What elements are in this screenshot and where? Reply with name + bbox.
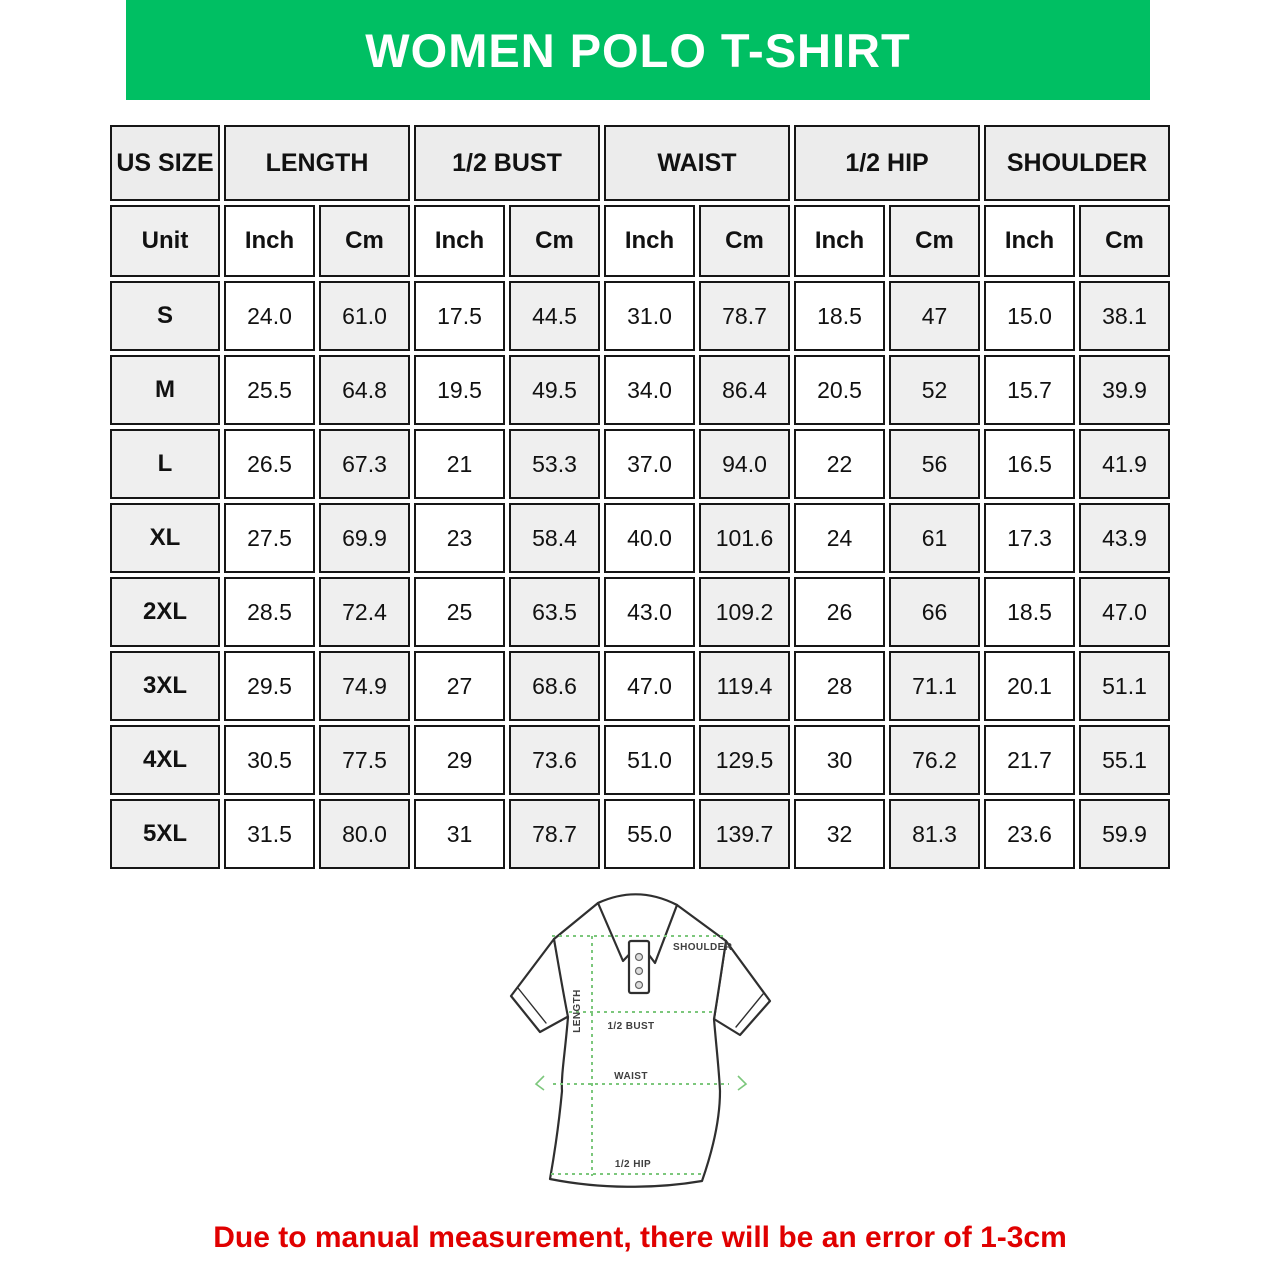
value-cell: 25 [414,577,505,647]
polo-shirt-diagram [490,879,790,1209]
button-icon [636,968,643,975]
value-cell: 18.5 [984,577,1075,647]
size-table-body [110,281,1170,869]
value-cell: 27 [414,651,505,721]
value-cell: 80.0 [319,799,410,869]
value-cell: 74.9 [319,651,410,721]
value-cell: 23.6 [984,799,1075,869]
value-cell: 26 [794,577,885,647]
value-cell: 21 [414,429,505,499]
table-row-2xl [110,577,1170,647]
value-cell: 19.5 [414,355,505,425]
value-cell: 29 [414,725,505,795]
value-cell: 18.5 [794,281,885,351]
unit-header-row [110,205,1170,277]
column-header-shoulder: SHOULDER [984,125,1170,201]
value-cell: 20.1 [984,651,1075,721]
value-cell: 52 [889,355,980,425]
value-cell: 28 [794,651,885,721]
value-cell: 29.5 [224,651,315,721]
value-cell: 72.4 [319,577,410,647]
value-cell: 30.5 [224,725,315,795]
size-cell-5xl: 5XL [110,799,220,869]
size-cell-3xl: 3XL [110,651,220,721]
value-cell: 94.0 [699,429,790,499]
table-row-m [110,355,1170,425]
size-cell-4xl: 4XL [110,725,220,795]
table-row-xl [110,503,1170,573]
value-cell: 22 [794,429,885,499]
value-cell: 51.0 [604,725,695,795]
value-cell: 59.9 [1079,799,1170,869]
waist-right-tick-icon [738,1076,746,1090]
unit-header-inch-3: Inch [414,205,505,277]
button-icon [636,954,643,961]
value-cell: 31.5 [224,799,315,869]
value-cell: 101.6 [699,503,790,573]
value-cell: 71.1 [889,651,980,721]
value-cell: 44.5 [509,281,600,351]
value-cell: 139.7 [699,799,790,869]
value-cell: 15.0 [984,281,1075,351]
column-header-1-2-bust: 1/2 BUST [414,125,600,201]
unit-header-inch-5: Inch [604,205,695,277]
value-cell: 55.1 [1079,725,1170,795]
value-cell: 24 [794,503,885,573]
size-cell-s: S [110,281,220,351]
value-cell: 47.0 [1079,577,1170,647]
size-table [106,121,1174,873]
value-cell: 40.0 [604,503,695,573]
unit-header: Unit [110,205,220,277]
value-cell: 129.5 [699,725,790,795]
value-cell: 41.9 [1079,429,1170,499]
unit-header-cm-6: Cm [699,205,790,277]
value-cell: 31 [414,799,505,869]
unit-header-cm-4: Cm [509,205,600,277]
table-row-3xl [110,651,1170,721]
value-cell: 16.5 [984,429,1075,499]
value-cell: 86.4 [699,355,790,425]
unit-header-cm-8: Cm [889,205,980,277]
table-row-s [110,281,1170,351]
waist-left-tick-icon [536,1076,544,1090]
unit-header-inch-9: Inch [984,205,1075,277]
value-cell: 58.4 [509,503,600,573]
value-cell: 61.0 [319,281,410,351]
value-cell: 30 [794,725,885,795]
unit-header-cm-10: Cm [1079,205,1170,277]
measurement-note: Due to manual measurement, there will be an error of 1-3cm [213,1221,1067,1254]
value-cell: 63.5 [509,577,600,647]
value-cell: 21.7 [984,725,1075,795]
value-cell: 34.0 [604,355,695,425]
table-row-4xl [110,725,1170,795]
value-cell: 20.5 [794,355,885,425]
column-header-waist: WAIST [604,125,790,201]
value-cell: 28.5 [224,577,315,647]
column-header-us-size: US SIZE [110,125,220,201]
value-cell: 26.5 [224,429,315,499]
size-table-head [110,125,1170,277]
length-label: LENGTH [572,989,583,1033]
value-cell: 56 [889,429,980,499]
group-header-row [110,125,1170,201]
button-icon [636,982,643,989]
waist-label: WAIST [614,1071,648,1082]
value-cell: 109.2 [699,577,790,647]
value-cell: 39.9 [1079,355,1170,425]
value-cell: 43.0 [604,577,695,647]
polo-shirt-illustration [490,879,790,1209]
page-title: WOMEN POLO T-SHIRT [365,23,911,77]
size-cell-xl: XL [110,503,220,573]
column-header-1-2-hip: 1/2 HIP [794,125,980,201]
value-cell: 27.5 [224,503,315,573]
value-cell: 64.8 [319,355,410,425]
value-cell: 49.5 [509,355,600,425]
value-cell: 32 [794,799,885,869]
value-cell: 61 [889,503,980,573]
value-cell: 66 [889,577,980,647]
column-header-length: LENGTH [224,125,410,201]
value-cell: 78.7 [509,799,600,869]
half-hip-label: 1/2 HIP [614,1159,652,1170]
unit-header-inch-7: Inch [794,205,885,277]
value-cell: 47 [889,281,980,351]
value-cell: 51.1 [1079,651,1170,721]
half-bust-label: 1/2 BUST [607,1021,655,1032]
value-cell: 53.3 [509,429,600,499]
value-cell: 77.5 [319,725,410,795]
size-cell-m: M [110,355,220,425]
value-cell: 67.3 [319,429,410,499]
size-cell-2xl: 2XL [110,577,220,647]
value-cell: 24.0 [224,281,315,351]
value-cell: 73.6 [509,725,600,795]
value-cell: 76.2 [889,725,980,795]
table-row-l [110,429,1170,499]
title-banner [126,0,1150,100]
value-cell: 25.5 [224,355,315,425]
size-cell-l: L [110,429,220,499]
value-cell: 17.5 [414,281,505,351]
value-cell: 37.0 [604,429,695,499]
unit-header-cm-2: Cm [319,205,410,277]
table-row-5xl [110,799,1170,869]
value-cell: 17.3 [984,503,1075,573]
value-cell: 119.4 [699,651,790,721]
value-cell: 23 [414,503,505,573]
value-cell: 31.0 [604,281,695,351]
value-cell: 15.7 [984,355,1075,425]
value-cell: 55.0 [604,799,695,869]
shoulder-label: SHOULDER [673,942,733,953]
value-cell: 69.9 [319,503,410,573]
value-cell: 38.1 [1079,281,1170,351]
value-cell: 81.3 [889,799,980,869]
value-cell: 47.0 [604,651,695,721]
value-cell: 68.6 [509,651,600,721]
value-cell: 43.9 [1079,503,1170,573]
value-cell: 78.7 [699,281,790,351]
unit-header-inch-1: Inch [224,205,315,277]
